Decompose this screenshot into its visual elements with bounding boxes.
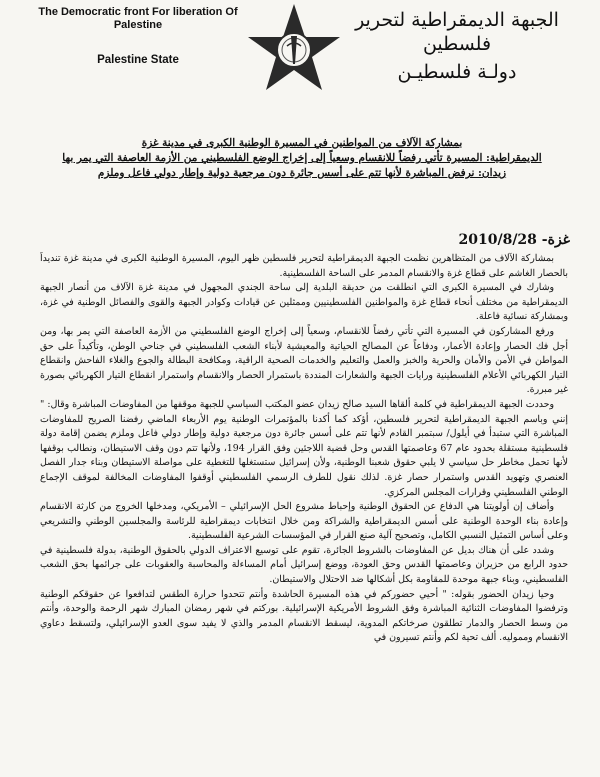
dateline: غزة- 2010/8/28 bbox=[458, 232, 570, 248]
paragraph: ورفع المشاركون في المسيرة التي تأتي رفضاً للانقسام، وسعياً إلى إخراج الوضع الفلسطيني من الأزمة العاصفة التي يمر بها، ومن أجل فك الحصار وإعادة الأعمار، ودفاعاً عن المصالح الحياتية والمعيشية لأبناء الشعب الفلسطيني في جناحي الوطن، وتأكيداً على حق المواطن في الأمن والأمان والحرية والخبز والعمل والتعليم والخدمات الصحية الراقية، ومكافحة البطالة والجوع والغلاء الفاحش وانقطاع التيار الكهربائي الأعلام الفلسطينية ورايات الجبهة والشعارات المنددة باستمرار الحصار والانقسام واستمرار انقطاع التيار الكهربائي بصورة غير مبررة. bbox=[40, 325, 568, 396]
arabic-state-name: دولـة فلسطيـن bbox=[397, 61, 517, 83]
headline-3: زيدان: نرفض المباشرة لأنها تتم على أسس جائرة دون مرجعية دولية وإطار دولي فاعل وملزم bbox=[97, 167, 507, 179]
dflp-star-emblem-icon bbox=[246, 0, 342, 96]
english-letterhead bbox=[38, 6, 238, 67]
headlines bbox=[52, 136, 552, 181]
paragraph: وحيا زيدان الحضور بقوله: " أحيي حضوركم في هذه المسيرة الحاشدة وأنتم تتحدوا حرارة الطقس لتدافعوا عن حقوقكم الوطنية وترفضوا المفاوضات الثنائية المباشرة وفق الشروط الأمريكية الإسرائيلية. بوركتم في شهر رمضان المبارك شهر الرحمة والوحدة، وأنتم من وسط الحصار والدمار تطلقون صرخاتكم المدوية، ليسقط الانقسام المدمر والذي لا يفيد سوى العدو الإسرائيلي، ولتسقط دعاوي الانقسام ومموليه. ألف تحية لكم وأنتم تسيرون في bbox=[40, 588, 568, 644]
paragraph: وشارك في المسيرة الكبرى التي انطلقت من حديقة البلدية إلى ساحة الجندي المجهول في مدينة غزة الآلاف من أنصار الجبهة الديمقراطية من مختلف أنحاء قطاع غزة والمواطنين الفلسطينيين وممثلين عن قيادات وكوادر الجبهة والقوى والفصائل الوطنية في غزة، وبمشاركة نسائية فاعلة. bbox=[40, 282, 568, 323]
english-state-name: Palestine State bbox=[97, 54, 179, 66]
paragraph: وشدد على أن هناك بديل عن المفاوضات بالشروط الجائرة، تقوم على توسيع الاعتراف الدولي بالحقوق الوطنية، بدولة فلسطينية في حدود الرابع من حزيران وعاصمتها القدس وحق العودة، ووضع إسرائيل أمام المساءلة والمحاسبة والعقوبات على جرائمها بحق الشعب الفلسطيني، وبناء جبهة موحدة للمقاومة بكل أشكالها ضد الاحتلال والاستيطان. bbox=[40, 544, 568, 586]
headline-1: بمشاركة الآلاف من المواطنين في المسيرة الوطنية الكبرى في مدينة غزة bbox=[141, 137, 463, 149]
arabic-letterhead bbox=[332, 8, 582, 84]
arabic-org-name: الجبهة الديمقراطية لتحرير فلسطين bbox=[355, 9, 559, 55]
paragraph: وحددت الجبهة الديمقراطية في كلمة ألقاها السيد صالح زيدان عضو المكتب السياسي للجبهة موقفها من المفاوضات المباشرة وقال: " إنني وباسم الجبهة الديمقراطية لتحرير فلسطين، أؤكد كما أكدنا بالمؤتمرات الوطنية يوم الأربعاء الماضي رفضنا الصريح للمفاوضات المباشرة التي ستبدأ في أيلول/ سبتمبر القادم لأنها تتم على أسس جائرة دون مرجعية دولية وإطار دولي فاعل وملزم يضمن إقامة دولة فلسطينية مستقلة بحدود عام 67 وعاصمتها القدس وحل قضية اللاجئين وفق القرار 194، ولأنها تتم دون وقف الاستيطان، ونطالب بوقفها لأنها تحمل مخاطر حل سياسي لا يلبي حقوق شعبنا الوطنية، ولأن إسرائيل ستستغلها للتغطية على مواصلة الاستيطان وبناء جدار الفصل العنصري وتهويد القدس واستمرار حصار غزة. لذلك نقول للطرف الرسمي الفلسطيني أوقفوا المفاوضات المخالفة لموقف الإجماع الوطني الفلسطيني وقرارات المجلس المركزي. bbox=[40, 398, 568, 498]
paragraph: وأضاف إن أولويتنا هي الدفاع عن الحقوق الوطنية وإحباط مشروع الحل الإسرائيلي – الأمريكي، ومدخلها الخروج من كارثة الانقسام وإعادة بناء الوحدة الوطنية على أسس الديمقراطية والشراكة ومن خلال انتخابات ديمقراطية للرئاسة والمجلسين الوطني والتشريعي وعلى أساس التمثيل النسبي الكامل، وتصحيح آلية صنع القرار في المؤسسات الشرعية الفلسطينية. bbox=[40, 501, 568, 542]
headline-2: الديمقراطية: المسيرة تأتي رفضاً للانقسام وسعياً إلى إخراج الوضع الفلسطيني من الأزمة العاصفة التي يمر بها bbox=[62, 152, 542, 164]
article-body bbox=[40, 252, 568, 777]
english-org-name: The Democratic front For liberation Of Palestine bbox=[38, 6, 238, 31]
paragraph: بمشاركة الآلاف من المتظاهرين نظمت الجبهة الديمقراطية لتحرير فلسطين ظهر اليوم، المسيرة الوطنية الكبرى في مدينة غزة تنديداً بالحصار الغاشم على قطاع غزة والانقسام المدمر على الساحة الفلسطينية. bbox=[40, 253, 568, 279]
